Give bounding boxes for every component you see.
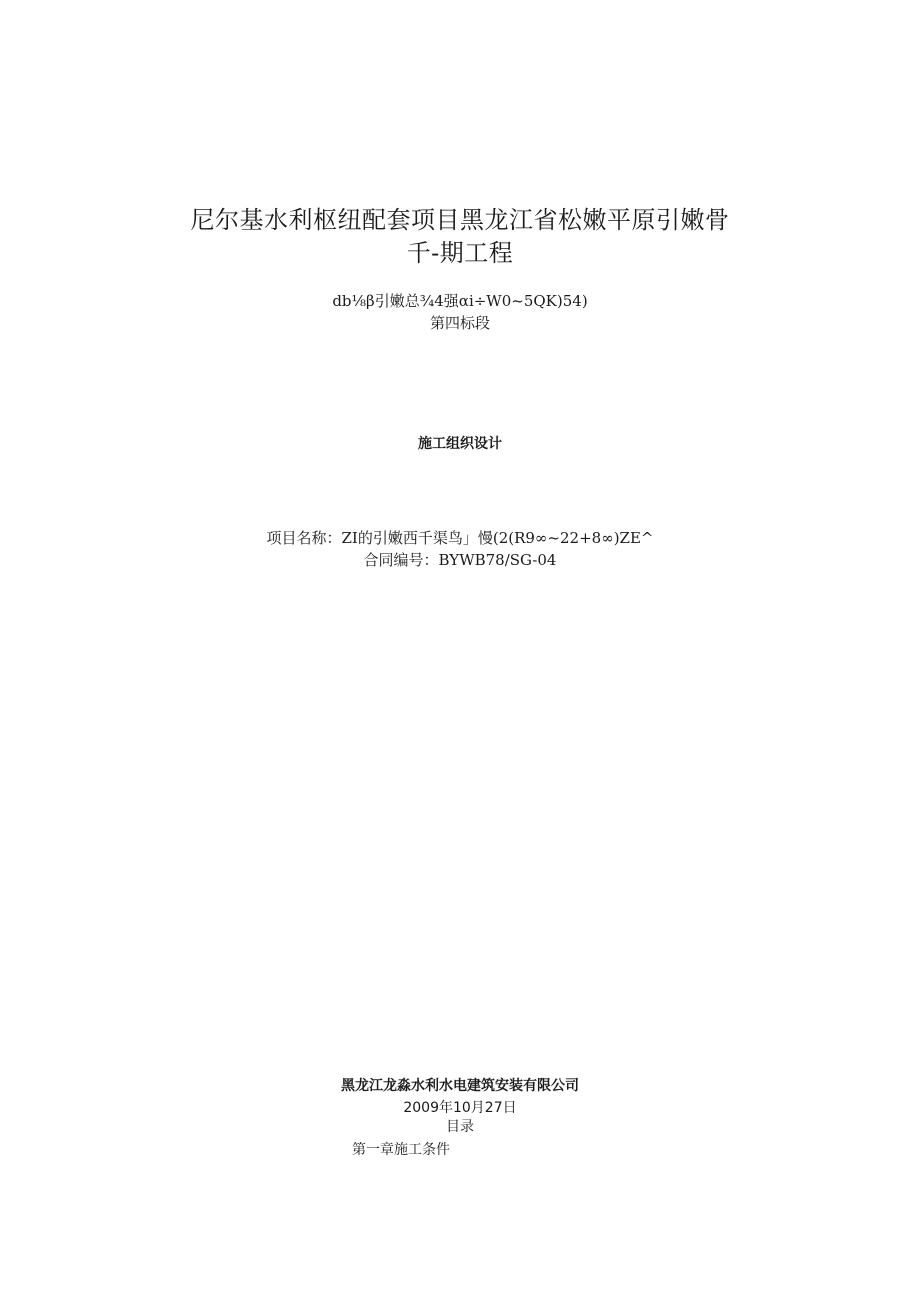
document-date: 2009年10月27日 bbox=[403, 1100, 517, 1116]
company-name: 黑龙江龙淼水利水电建筑安装有限公司 bbox=[341, 1078, 579, 1094]
subtitle-line-1: db⅛β引嫩总¾4强αi÷W0~5QK)54) bbox=[332, 292, 588, 310]
toc-item: 第一章施工条件 bbox=[352, 1142, 450, 1158]
subtitle-line-2: 第四标段 bbox=[429, 314, 490, 332]
toc-title: 目录 bbox=[446, 1119, 474, 1135]
title-line-2: 千-期工程 bbox=[406, 239, 514, 267]
document-type-heading: 施工组织设计 bbox=[418, 436, 502, 452]
project-name: 项目名称：ZI的引嫩西千渠鸟」慢(2(R9∞~22+8∞)ZE^ bbox=[266, 529, 654, 547]
contract-number: 合同编号：BYWB78/SG-04 bbox=[363, 551, 557, 569]
title-line-1: 尼尔基水利枢纽配套项目黑龙江省松嫩平原引嫩骨 bbox=[190, 206, 730, 234]
